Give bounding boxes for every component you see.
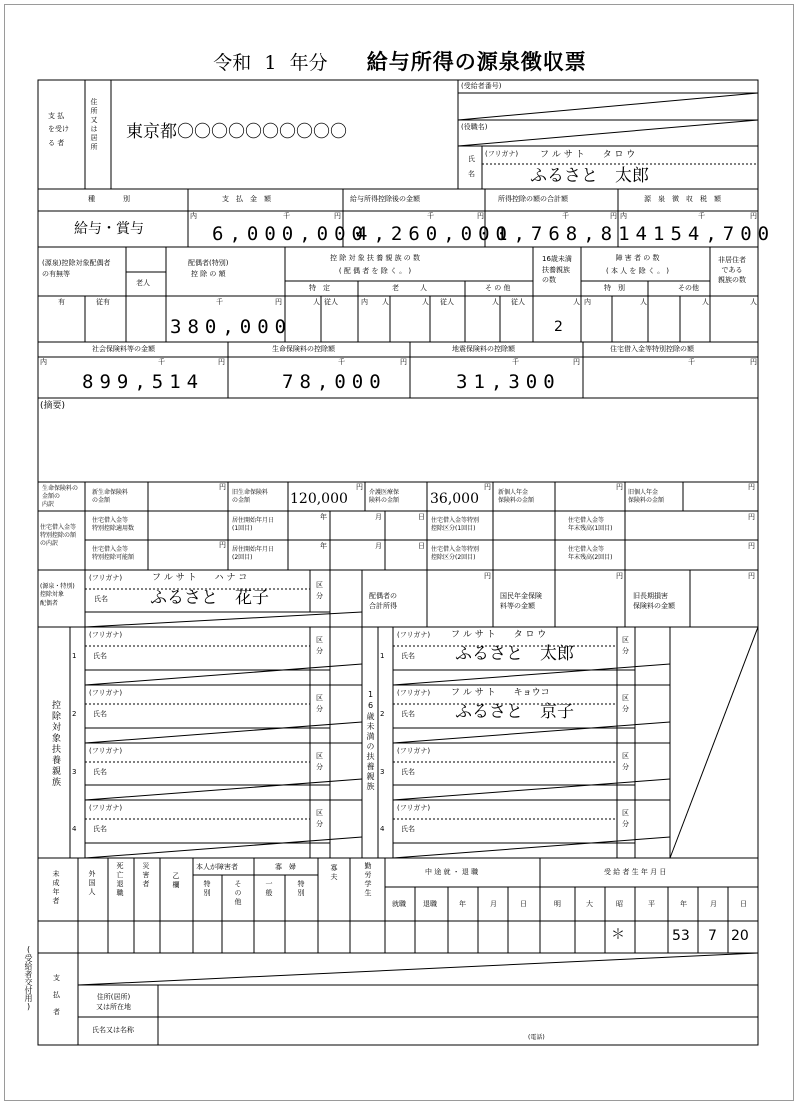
spouse-furigana: フ ル サ ト ハ ナ コ [152, 573, 248, 583]
payer-label: 支 払 者 [53, 974, 60, 1016]
disabled-header: 障 害 者 の 数 ( 本 人 を 除 く 。 ) [606, 254, 670, 275]
kind-header: 種 別 [88, 195, 130, 203]
position-label: (役職名) [461, 123, 488, 131]
tax-sen-unit: 千 [698, 212, 705, 220]
housing-start1-label: 居住開始年月日 (1回目) [232, 517, 275, 532]
address-label: 住所又は居所 [90, 98, 98, 152]
housing-start2-label: 居住開始年月日 (2回目) [232, 546, 275, 561]
start2-day-unit: 日 [418, 542, 425, 550]
birth-label: 受 給 者 生 年 月 日 [604, 868, 667, 876]
housing-balance2-label: 住宅借入金等 年末残高(2回目) [568, 546, 613, 561]
dep-row-number: 3 [72, 768, 77, 776]
widow-ippan-label: 一般 [265, 880, 273, 898]
shushoku-label: 就職 [392, 900, 406, 908]
dep-furigana-label: (フリガナ) [89, 631, 123, 639]
under16-section-label: 16歳未満の扶養親族 [366, 690, 375, 792]
deduction-total-amount: 1,768,814 [496, 223, 653, 245]
recipient-copy-label: (受給者交付用) [24, 945, 33, 1011]
social-insurance-header: 社会保険料等の金額 [92, 345, 155, 353]
payer-name-label: 氏名又は名称 [92, 1026, 134, 1034]
meiji-label: 明 [554, 900, 561, 908]
payee-label: 支 払 を受け る 者 [48, 112, 69, 147]
old-life-label: 旧生命保険料 の金額 [232, 489, 269, 504]
otsu-label: 乙欄 [172, 872, 180, 890]
spouse-en-unit: 円 [275, 298, 282, 306]
life-en-unit: 円 [400, 358, 407, 366]
life-insurance-amount: 78,000 [282, 371, 387, 393]
payment-header: 支 払 金 額 [222, 195, 271, 203]
birth-nen-label: 年 [680, 900, 687, 908]
midyear-nen-label: 年 [459, 900, 466, 908]
under16-nin-unit: 人 [573, 298, 580, 306]
life-sen-unit: 千 [338, 358, 345, 366]
rojin-nin2-unit: 人 [422, 298, 429, 306]
u16-kubun-label: 区 分 [622, 694, 629, 713]
disabled-nin-unit: 人 [640, 298, 647, 306]
student-label: 勤労学生 [364, 862, 372, 898]
showa-label: 昭 [616, 900, 623, 908]
social-insurance-amount: 899,514 [82, 371, 205, 393]
midyear-tsuki-label: 月 [490, 900, 497, 908]
title-nen: 年分 [289, 52, 328, 74]
earthquake-en-unit: 円 [573, 358, 580, 366]
u16-name-label: 氏名 [401, 652, 415, 660]
showa-mark: ＊ [611, 927, 625, 943]
disabled-self-tokubetsu-label: 特別 [203, 880, 211, 898]
title-main: 給与所得の源泉徴収票 [366, 49, 587, 74]
spouse-deduction-header: 配偶者(特別) 控 除 の 額 [188, 259, 229, 279]
spouse-section-label: (源泉・特別) 控除対象 配偶者 [40, 583, 75, 607]
disabled-other-nin-unit: 人 [702, 298, 709, 306]
phone-label: (電話) [528, 1034, 545, 1041]
social-uchi-unit: 内 [40, 358, 47, 366]
start1-year-unit: 年 [320, 513, 327, 521]
housing-en-unit: 円 [750, 358, 757, 366]
dep-furigana-label: (フリガナ) [89, 747, 123, 755]
national-pension-label: 国民年金保険 料等の金額 [500, 592, 542, 610]
total-sen-unit: 千 [562, 212, 569, 220]
u16-name: ふるさと 太郎 [455, 644, 574, 664]
start1-month-unit: 月 [375, 513, 382, 521]
u16-kubun-label: 区 分 [622, 636, 629, 655]
payment-en-unit: 円 [334, 212, 341, 220]
midyear-hi-label: 日 [520, 900, 527, 908]
payee-furigana: フ ル サ ト タ ロ ウ [540, 150, 636, 160]
u16-kubun-label: 区 分 [622, 809, 629, 828]
disabled-self-other-label: その他 [234, 880, 242, 907]
rojin-nin-unit: 人 [382, 298, 389, 306]
u16-furigana: フ ル サ ト キョウコ [451, 688, 550, 698]
ari-label: 有 [58, 298, 65, 306]
housing-possible-label: 住宅借入金等 特別控除可能額 [92, 546, 135, 561]
birth-tsuki-label: 月 [710, 900, 717, 908]
new-life-en-unit: 円 [219, 483, 226, 491]
spouse-existence-header: (源泉)控除対象配偶者 の有無等 [42, 259, 111, 279]
after-en-unit: 円 [477, 212, 484, 220]
disabled-other-header: その他 [678, 284, 699, 292]
care-en-unit: 円 [484, 483, 491, 491]
spouse-deduction-amount: 380,000 [170, 316, 293, 338]
widow-tokubetsu-label: 特別 [297, 880, 305, 898]
dep-name-label: 氏名 [93, 825, 107, 833]
dep-row-number: 4 [72, 825, 77, 833]
minor-label: 未成年者 [52, 870, 60, 906]
disabled-self-label: 本人が障害者 [196, 863, 238, 871]
spouse-name-label: 氏名 [94, 595, 108, 603]
furigana-label: (フリガナ) [485, 150, 519, 158]
u16-name-label: 氏名 [401, 710, 415, 718]
rojin-uchi-unit: 内 [361, 298, 368, 306]
sonota-header: そ の 他 [485, 284, 511, 292]
old-life-amount: 120,000 [290, 491, 348, 507]
spouse-total-income-label: 配偶者の 合計所得 [369, 592, 397, 610]
u16-furigana-label: (フリガナ) [397, 804, 431, 812]
sonota-jyu-unit: 従人 [511, 298, 525, 306]
rojin-jyu-unit: 従人 [440, 298, 454, 306]
housing-header: 住宅借入金等特別控除の額 [610, 345, 694, 353]
u16-row-number: 1 [380, 652, 385, 660]
name-label: 氏 名 [468, 155, 475, 179]
spouse-kubun-label: 区 分 [316, 581, 323, 600]
u16-row-number: 3 [380, 768, 385, 776]
social-en-unit: 円 [218, 358, 225, 366]
after-deduction-header: 給与所得控除後の金額 [350, 195, 420, 203]
dep-name-label: 氏名 [93, 710, 107, 718]
remarks-label: (摘要) [40, 401, 66, 411]
spouse-sen-unit: 千 [216, 298, 223, 306]
under16-count: 2 [554, 319, 563, 335]
pension-en-unit: 円 [616, 572, 623, 580]
start2-month-unit: 月 [375, 542, 382, 550]
housing-balance1-label: 住宅借入金等 年末残高(1回目) [568, 517, 613, 532]
u16-furigana: フ ル サ ト タ ロ ウ [451, 630, 547, 640]
new-pension-label: 新個人年金 保険料の金額 [498, 489, 535, 504]
recipient-number-label: (受給者番号) [461, 82, 502, 90]
new-life-label: 新生命保険料 の金額 [92, 489, 129, 504]
care-amount: 36,000 [430, 491, 479, 507]
u16-name-label: 氏名 [401, 825, 415, 833]
housing-sen-unit: 千 [688, 358, 695, 366]
tax-uchi-unit: 内 [620, 212, 627, 220]
social-sen-unit: 千 [158, 358, 165, 366]
dep-furigana-label: (フリガナ) [89, 804, 123, 812]
midyear-label: 中 途 就 ・ 退 職 [425, 868, 479, 876]
tokutei-nin-unit: 人 [313, 298, 320, 306]
dependents-label: 控除対象扶養親族 [50, 700, 60, 788]
widower-label: 寡夫 [330, 864, 338, 882]
after-sen-unit: 千 [427, 212, 434, 220]
taishoku-label: 退職 [423, 900, 437, 908]
jyuari-label: 従有 [96, 298, 110, 306]
payment-uchi-unit: 内 [190, 212, 197, 220]
spouse-income-en-unit: 円 [484, 572, 491, 580]
income-kind: 給与・賞与 [74, 221, 144, 237]
disaster-label: 災害者 [142, 862, 150, 889]
dep-furigana-label: (フリガナ) [89, 689, 123, 697]
dep-row-number: 1 [72, 652, 77, 660]
u16-name-label: 氏名 [401, 768, 415, 776]
tokutei-jyu-unit: 従人 [324, 298, 338, 306]
tax-header: 源 泉 徴 収 税 額 [644, 195, 721, 203]
disabled-uchi-unit: 内 [584, 298, 591, 306]
payment-amount: 6,000,000 [212, 223, 369, 245]
u16-furigana-label: (フリガナ) [397, 747, 431, 755]
housing-class2-label: 住宅借入金等特別 控除区分(2回目) [431, 546, 480, 561]
deduction-total-header: 所得控除の額の合計額 [498, 195, 568, 203]
long-term-en-unit: 円 [748, 572, 755, 580]
dep-name-label: 氏名 [93, 652, 107, 660]
under16-header: 16歳未満 扶養親族 の数 [542, 255, 572, 284]
dep-name-label: 氏名 [93, 768, 107, 776]
housing-breakdown-label: 住宅借入金等 特別控除の額 の内訳 [40, 524, 77, 547]
housing-possible-en-unit: 円 [219, 541, 226, 549]
dep-row-number: 2 [72, 710, 77, 718]
housing-count-label: 住宅借入金等 特別控除適用数 [92, 517, 135, 532]
old-life-en-unit: 円 [356, 483, 363, 491]
birth-hi-label: 日 [740, 900, 747, 908]
u16-furigana-label: (フリガナ) [397, 631, 431, 639]
payee-address: 東京都〇〇〇〇〇〇〇〇〇〇 [126, 122, 347, 142]
life-breakdown-label: 生命保険料の 金額の 内訳 [42, 485, 79, 508]
earthquake-header: 地震保険料の控除額 [452, 345, 515, 353]
tax-en-unit: 円 [750, 212, 757, 220]
title-year: 1 [264, 52, 277, 74]
payee-name: ふるさと 太郎 [530, 166, 649, 186]
birth-year: 53 [672, 928, 690, 944]
housing-class1-label: 住宅借入金等特別 控除区分(1回目) [431, 517, 480, 532]
dep-kubun-label: 区 分 [316, 809, 323, 828]
spouse-furigana-label: (フリガナ) [89, 574, 123, 582]
u16-row-number: 2 [380, 710, 385, 718]
dep-kubun-label: 区 分 [316, 694, 323, 713]
tokutei-header: 特 定 [309, 284, 330, 292]
start1-day-unit: 日 [418, 513, 425, 521]
title-era: 令和 [213, 52, 252, 74]
total-en-unit: 円 [610, 212, 617, 220]
elderly-header: 老人 [136, 279, 150, 287]
u16-name: ふるさと 京子 [455, 702, 574, 722]
u16-furigana-label: (フリガナ) [397, 689, 431, 697]
earthquake-sen-unit: 千 [512, 358, 519, 366]
life-insurance-header: 生命保険料の控除額 [272, 345, 335, 353]
old-pension-label: 旧個人年金 保険料の金額 [628, 489, 665, 504]
after-deduction-amount: 4,260,000 [356, 223, 513, 245]
dep-kubun-label: 区 分 [316, 636, 323, 655]
new-pension-en-unit: 円 [616, 483, 623, 491]
tax-amount: 154,700 [653, 223, 776, 245]
foreigner-label: 外国人 [88, 870, 96, 897]
earthquake-amount: 31,300 [456, 371, 561, 393]
birth-month: 7 [708, 928, 717, 944]
u16-kubun-label: 区 分 [622, 752, 629, 771]
heisei-label: 平 [648, 900, 655, 908]
widow-label: 寡 婦 [275, 863, 296, 871]
disabled-tokubetsu-header: 特 別 [604, 284, 625, 292]
death-label: 死亡退職 [116, 862, 124, 898]
dependents-header: 控 除 対 象 扶 養 親 族 の 数 ( 配 偶 者 を 除 く 。 ) [330, 254, 421, 275]
balance2-en-unit: 円 [748, 542, 755, 550]
old-pension-en-unit: 円 [748, 483, 755, 491]
u16-row-number: 4 [380, 825, 385, 833]
dep-kubun-label: 区 分 [316, 752, 323, 771]
rojin-header: 老 人 [392, 284, 427, 292]
birth-day: 20 [731, 928, 749, 944]
sonota-nin-unit: 人 [492, 298, 499, 306]
payment-sen-unit: 千 [283, 212, 290, 220]
nonresident-nin-unit: 人 [750, 298, 757, 306]
start2-year-unit: 年 [320, 542, 327, 550]
payer-address-label: 住所(居所) 又は所在地 [96, 993, 131, 1011]
nonresident-header: 非居住者 である 親族の数 [718, 256, 746, 284]
balance1-en-unit: 円 [748, 513, 755, 521]
spouse-name: ふるさと 花子 [150, 588, 269, 608]
care-label: 介護医療保 険料の金額 [369, 489, 400, 504]
taisho-label: 大 [586, 900, 593, 908]
old-long-term-label: 旧長期損害 保険料の金額 [633, 592, 675, 610]
